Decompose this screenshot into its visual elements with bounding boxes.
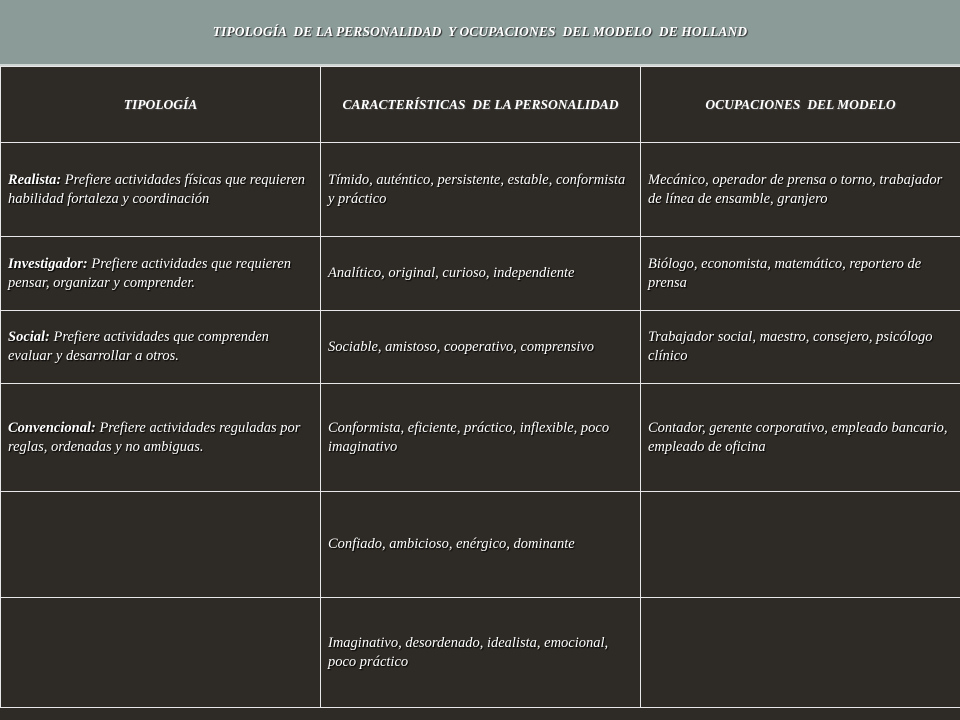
type-label: Investigador:	[8, 255, 88, 272]
occupations-cell	[641, 492, 960, 598]
characteristics-cell: Tímido, auténtico, persistente, estable, conformista y práctico	[321, 143, 641, 237]
table-row	[1, 598, 960, 708]
occupations-cell	[641, 598, 960, 708]
holland-table	[0, 66, 960, 708]
characteristics-cell: Confiado, ambicioso, enérgico, dominante	[321, 492, 641, 598]
table-row	[1, 311, 960, 384]
table-row	[1, 384, 960, 492]
header-ocupaciones: OCUPACIONES DEL MODELO	[641, 67, 960, 143]
tipologia-cell	[1, 598, 321, 708]
table-row	[1, 143, 960, 237]
table-header-row	[1, 67, 960, 143]
characteristics-cell: Sociable, amistoso, cooperativo, comprensivo	[321, 311, 641, 384]
tipologia-cell	[1, 492, 321, 598]
characteristics-cell: Imaginativo, desordenado, idealista, emocional, poco práctico	[321, 598, 641, 708]
header-tipologia: TIPOLOGÍA	[1, 67, 321, 143]
type-description: Prefiere actividades que requieren pensar, organizar y comprender.	[8, 255, 291, 291]
tipologia-cell	[1, 384, 321, 492]
occupations-cell: Contador, gerente corporativo, empleado bancario, empleado de oficina	[641, 384, 960, 492]
type-description: Prefiere actividades reguladas por reglas, ordenadas y no ambiguas.	[8, 419, 301, 455]
type-description: Prefiere actividades que comprenden evaluar y desarrollar a otros.	[8, 329, 269, 364]
tipologia-cell	[1, 311, 321, 384]
occupations-cell: Biólogo, economista, matemático, reportero de prensa	[641, 237, 960, 311]
type-label: Realista:	[8, 171, 62, 188]
type-description: Prefiere actividades físicas que requieren habilidad fortaleza y coordinación	[8, 171, 306, 207]
characteristics-cell: Analítico, original, curioso, independiente	[321, 237, 641, 311]
type-label: Convencional:	[8, 419, 96, 436]
tipologia-cell	[1, 143, 321, 237]
title-bar	[0, 0, 960, 66]
characteristics-cell: Conformista, eficiente, práctico, inflexible, poco imaginativo	[321, 384, 641, 492]
occupations-cell: Mecánico, operador de prensa o torno, trabajador de línea de ensamble, granjero	[641, 143, 960, 237]
header-caracteristicas: CARACTERÍSTICAS DE LA PERSONALIDAD	[321, 67, 641, 143]
table-row	[1, 237, 960, 311]
tipologia-cell	[1, 237, 321, 311]
page-title: TIPOLOGÍA DE LA PERSONALIDAD Y OCUPACIONES DEL MODELO DE HOLLAND	[212, 24, 748, 39]
table-row	[1, 492, 960, 598]
occupations-cell: Trabajador social, maestro, consejero, psicólogo clínico	[641, 311, 960, 384]
type-label: Social:	[8, 329, 50, 345]
